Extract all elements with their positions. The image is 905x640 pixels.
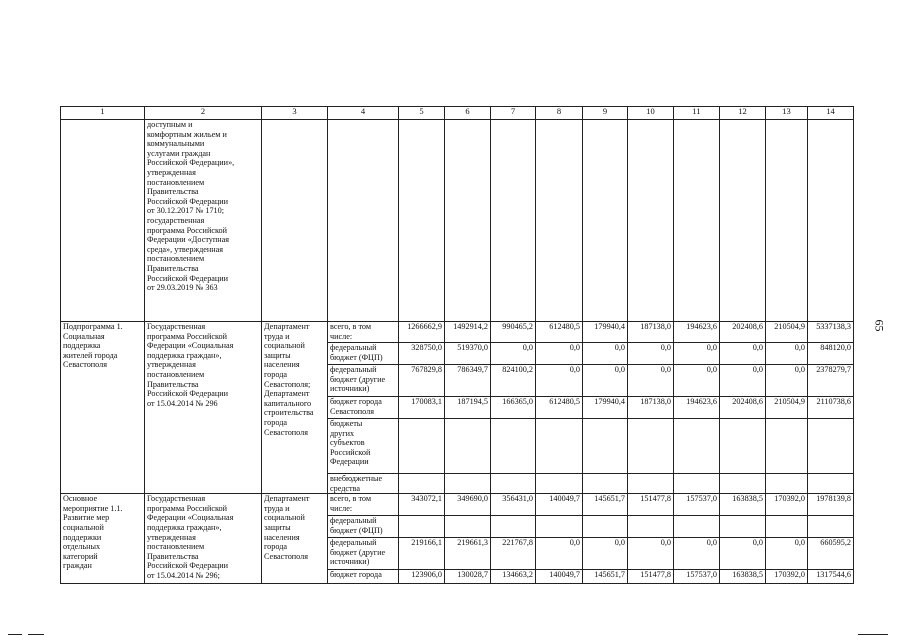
amount-cell xyxy=(808,474,854,494)
funding-source-label: бюджеты других субъектов Российской Федерации xyxy=(328,419,399,474)
amount-cell xyxy=(583,419,628,474)
amount-cell: 5337138,3 xyxy=(808,322,854,343)
amount-cell: 0,0 xyxy=(674,365,720,397)
funding-source-label: всего, в том числе: xyxy=(328,322,399,343)
amount-cell: 179940,4 xyxy=(583,397,628,419)
amount-cell: 1492914,2 xyxy=(445,322,491,343)
amount-cell: 202408,6 xyxy=(720,322,766,343)
amount-cell: 145651,7 xyxy=(583,570,628,584)
page-number: 65 xyxy=(872,319,887,332)
amount-cell: 0,0 xyxy=(583,365,628,397)
amount-cell xyxy=(674,419,720,474)
empty-cell xyxy=(766,120,808,322)
amount-cell: 130028,7 xyxy=(445,570,491,584)
amount-cell: 1978139,8 xyxy=(808,494,854,516)
amount-cell: 221767,8 xyxy=(491,538,536,570)
amount-cell xyxy=(536,419,583,474)
amount-cell: 1266662,9 xyxy=(399,322,445,343)
amount-cell: 219166,1 xyxy=(399,538,445,570)
funding-source-label: всего, в том числе: xyxy=(328,494,399,516)
header-cell: 13 xyxy=(766,107,808,120)
amount-cell: 219661,3 xyxy=(445,538,491,570)
header-cell: 10 xyxy=(628,107,674,120)
scan-mark xyxy=(28,634,44,635)
empty-cell xyxy=(61,120,145,322)
amount-cell: 660595,2 xyxy=(808,538,854,570)
amount-cell: 194623,6 xyxy=(674,397,720,419)
amount-cell xyxy=(445,474,491,494)
funding-source-label: внебюджетные средства xyxy=(328,474,399,494)
amount-cell: 0,0 xyxy=(766,343,808,365)
amount-cell: 0,0 xyxy=(628,365,674,397)
program-basis-cell: Государственная программа Российской Федерации «Социальная поддержка граждан», утвержденная постановлением Правительства Российской Федерации от 15.04.2014 № 296; xyxy=(145,494,262,584)
amount-cell xyxy=(766,419,808,474)
amount-cell: 187138,0 xyxy=(628,322,674,343)
amount-cell: 187138,0 xyxy=(628,397,674,419)
empty-cell xyxy=(720,120,766,322)
amount-cell: 0,0 xyxy=(628,343,674,365)
amount-cell: 194623,6 xyxy=(674,322,720,343)
amount-cell: 210504,9 xyxy=(766,322,808,343)
amount-cell: 2378279,7 xyxy=(808,365,854,397)
amount-cell xyxy=(720,474,766,494)
header-cell: 7 xyxy=(491,107,536,120)
amount-cell: 767829,8 xyxy=(399,365,445,397)
amount-cell: 848120,0 xyxy=(808,343,854,365)
funding-source-label: бюджет города xyxy=(328,570,399,584)
amount-cell: 0,0 xyxy=(536,365,583,397)
amount-cell xyxy=(399,474,445,494)
amount-cell xyxy=(720,419,766,474)
amount-cell: 786349,7 xyxy=(445,365,491,397)
subprogram-1-block xyxy=(61,322,854,494)
amount-cell xyxy=(583,516,628,538)
amount-cell: 210504,9 xyxy=(766,397,808,419)
amount-cell: 0,0 xyxy=(720,538,766,570)
empty-cell xyxy=(808,120,854,322)
amount-cell: 2110738,6 xyxy=(808,397,854,419)
amount-cell xyxy=(766,474,808,494)
activity-name-cell: Основное мероприятие 1.1. Развитие мер социальной поддержки отдельных категорий граждан xyxy=(61,494,145,584)
amount-cell: 0,0 xyxy=(720,343,766,365)
program-basis-text: доступным и комфортным жильем и коммунальными услугами граждан Российской Федерации», утвержденная постановлением Правительства Российской Федерации от 30.12.2017 № 1710; государственная программа Российской Федерации «Доступная среда», утвержденная постановлением Правительства Российской Федерации от 29.03.2019 № 363 xyxy=(145,120,262,322)
amount-cell: 0,0 xyxy=(674,343,720,365)
amount-cell: 0,0 xyxy=(491,343,536,365)
empty-cell xyxy=(399,120,445,322)
amount-cell: 179940,4 xyxy=(583,322,628,343)
amount-cell: 1317544,6 xyxy=(808,570,854,584)
header-cell: 5 xyxy=(399,107,445,120)
amount-cell: 0,0 xyxy=(720,365,766,397)
funding-source-label: федеральный бюджет (другие источники) xyxy=(328,538,399,570)
amount-cell: 145651,7 xyxy=(583,494,628,516)
amount-cell xyxy=(399,516,445,538)
amount-cell: 170392,0 xyxy=(766,494,808,516)
budget-table xyxy=(60,106,854,584)
empty-cell xyxy=(328,120,399,322)
amount-cell: 519370,0 xyxy=(445,343,491,365)
funding-source-label: федеральный бюджет (ФЦП) xyxy=(328,516,399,538)
scan-mark xyxy=(858,634,888,635)
funding-row xyxy=(61,494,854,516)
funding-source-label: бюджет города Севастополя xyxy=(328,397,399,419)
amount-cell: 0,0 xyxy=(583,343,628,365)
amount-cell xyxy=(628,474,674,494)
empty-cell xyxy=(536,120,583,322)
funding-source-label: федеральный бюджет (ФЦП) xyxy=(328,343,399,365)
amount-cell xyxy=(491,516,536,538)
activity-name-cell: Подпрограмма 1. Социальная поддержка жителей города Севастополя xyxy=(61,322,145,494)
empty-cell xyxy=(674,120,720,322)
amount-cell: 349690,0 xyxy=(445,494,491,516)
amount-cell: 157537,0 xyxy=(674,494,720,516)
amount-cell: 0,0 xyxy=(628,538,674,570)
amount-cell: 0,0 xyxy=(766,538,808,570)
amount-cell xyxy=(720,516,766,538)
amount-cell xyxy=(583,474,628,494)
header-cell: 2 xyxy=(145,107,262,120)
amount-cell xyxy=(536,516,583,538)
executor-cell: Департамент труда и социальной защиты населения города Севастополя; Департамент капитального строительства города Севастополя xyxy=(262,322,328,494)
header-cell: 8 xyxy=(536,107,583,120)
amount-cell xyxy=(766,516,808,538)
amount-cell: 163838,5 xyxy=(720,494,766,516)
empty-cell xyxy=(628,120,674,322)
amount-cell: 0,0 xyxy=(536,538,583,570)
empty-cell xyxy=(491,120,536,322)
amount-cell: 140049,7 xyxy=(536,570,583,584)
amount-cell: 0,0 xyxy=(536,343,583,365)
amount-cell: 0,0 xyxy=(766,365,808,397)
continuation-row xyxy=(61,120,854,322)
amount-cell xyxy=(491,474,536,494)
header-cell: 12 xyxy=(720,107,766,120)
header-row xyxy=(61,107,854,120)
amount-cell: 612480,5 xyxy=(536,397,583,419)
program-basis-cell: Государственная программа Российской Федерации «Социальная поддержка граждан», утвержденная постановлением Правительства Российской Федерации от 15.04.2014 № 296 xyxy=(145,322,262,494)
empty-cell xyxy=(445,120,491,322)
amount-cell: 328750,0 xyxy=(399,343,445,365)
amount-cell: 123906,0 xyxy=(399,570,445,584)
amount-cell: 151477,8 xyxy=(628,570,674,584)
header-cell: 11 xyxy=(674,107,720,120)
funding-source-label: федеральный бюджет (другие источники) xyxy=(328,365,399,397)
amount-cell: 163838,5 xyxy=(720,570,766,584)
amount-cell: 157537,0 xyxy=(674,570,720,584)
amount-cell: 0,0 xyxy=(583,538,628,570)
empty-cell xyxy=(262,120,328,322)
header-cell: 3 xyxy=(262,107,328,120)
header-cell: 6 xyxy=(445,107,491,120)
amount-cell xyxy=(399,419,445,474)
amount-cell: 170083,1 xyxy=(399,397,445,419)
amount-cell: 151477,8 xyxy=(628,494,674,516)
amount-cell xyxy=(674,516,720,538)
executor-cell: Департамент труда и социальной защиты населения города Севастополя xyxy=(262,494,328,584)
amount-cell xyxy=(808,419,854,474)
amount-cell: 824100,2 xyxy=(491,365,536,397)
amount-cell: 134663,2 xyxy=(491,570,536,584)
amount-cell: 187194,5 xyxy=(445,397,491,419)
scan-mark xyxy=(8,634,22,635)
amount-cell xyxy=(808,516,854,538)
amount-cell: 0,0 xyxy=(674,538,720,570)
header-cell: 9 xyxy=(583,107,628,120)
amount-cell: 202408,6 xyxy=(720,397,766,419)
amount-cell xyxy=(628,419,674,474)
funding-row xyxy=(61,322,854,343)
amount-cell xyxy=(491,419,536,474)
amount-cell: 356431,0 xyxy=(491,494,536,516)
main-activity-1-1-block xyxy=(61,494,854,584)
amount-cell: 343072,1 xyxy=(399,494,445,516)
amount-cell: 140049,7 xyxy=(536,494,583,516)
amount-cell xyxy=(536,474,583,494)
amount-cell: 612480,5 xyxy=(536,322,583,343)
amount-cell xyxy=(674,474,720,494)
amount-cell xyxy=(445,419,491,474)
amount-cell: 990465,2 xyxy=(491,322,536,343)
header-cell: 1 xyxy=(61,107,145,120)
amount-cell xyxy=(445,516,491,538)
amount-cell xyxy=(628,516,674,538)
header-cell: 14 xyxy=(808,107,854,120)
amount-cell: 170392,0 xyxy=(766,570,808,584)
amount-cell: 166365,0 xyxy=(491,397,536,419)
empty-cell xyxy=(583,120,628,322)
header-cell: 4 xyxy=(328,107,399,120)
